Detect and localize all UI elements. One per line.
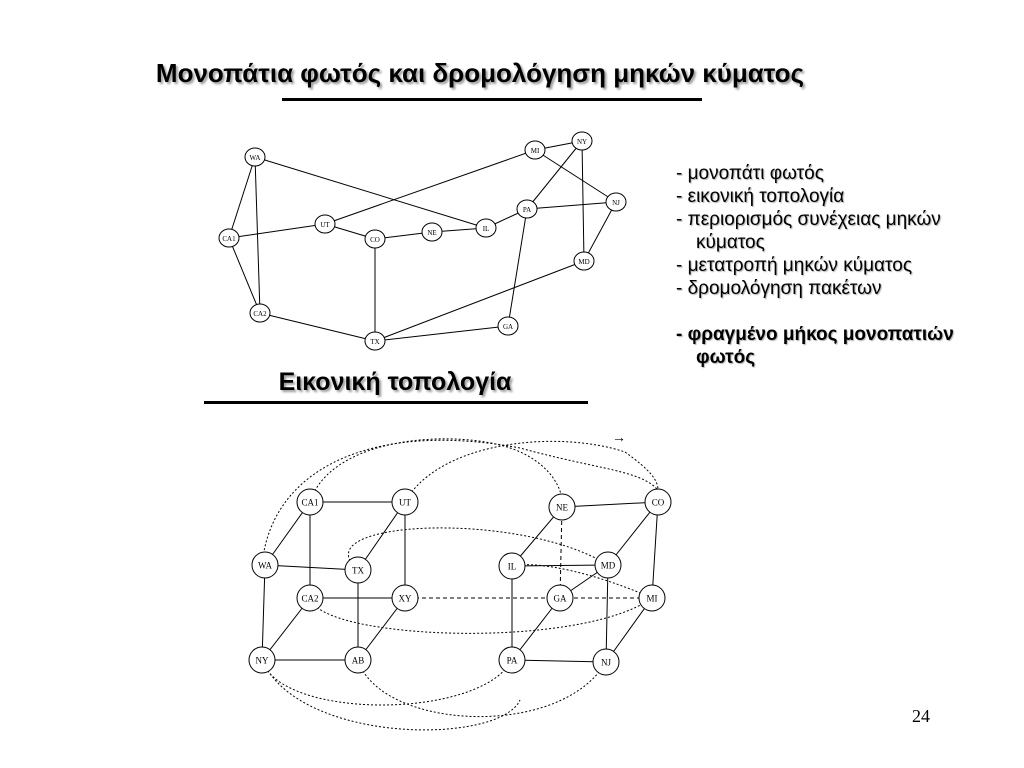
page-number: 24 bbox=[912, 706, 930, 726]
svg-text:CA2: CA2 bbox=[253, 310, 267, 318]
svg-text:TX: TX bbox=[352, 565, 364, 576]
vlink-pa-nj bbox=[512, 660, 606, 662]
vnode-il bbox=[499, 553, 525, 579]
svg-text:MI: MI bbox=[530, 147, 540, 155]
vlink-ne-co bbox=[562, 502, 658, 507]
vnode-ga bbox=[547, 585, 573, 611]
svg-text:NE: NE bbox=[427, 229, 437, 237]
vnode-ne bbox=[549, 494, 575, 520]
svg-text:UT: UT bbox=[399, 497, 411, 508]
bullet-item: - μονοπάτι φωτός bbox=[676, 163, 824, 184]
svg-text:CO: CO bbox=[370, 236, 380, 244]
vnode-tx bbox=[345, 557, 371, 583]
slide-title: Μονοπάτια φωτός και δρομολόγηση μηκών κύματος bbox=[155, 58, 805, 88]
svg-text:NJ: NJ bbox=[600, 657, 612, 668]
vlink-co-mi bbox=[652, 502, 658, 598]
bullet-item-bold: - φραγμένο μήκος μονοπατιών bbox=[676, 324, 954, 345]
vlink-il-md bbox=[512, 565, 608, 566]
vnode-ab bbox=[345, 647, 371, 673]
vnode-ut bbox=[392, 489, 418, 515]
dotted-connection bbox=[512, 565, 652, 598]
vnode-ca2 bbox=[297, 585, 323, 611]
svg-text:CA2: CA2 bbox=[301, 593, 319, 604]
svg-text:CA1: CA1 bbox=[301, 497, 319, 508]
virtual-topology-heading: Εικονική τοπολογία bbox=[278, 368, 512, 396]
dotted-connection bbox=[310, 598, 652, 633]
svg-text:WA: WA bbox=[249, 154, 261, 162]
svg-text:IL: IL bbox=[482, 225, 490, 233]
svg-text:WA: WA bbox=[258, 560, 272, 571]
svg-text:MI: MI bbox=[646, 593, 658, 604]
svg-text:IL: IL bbox=[507, 561, 517, 572]
svg-text:CO: CO bbox=[651, 497, 665, 508]
vlink-md-nj bbox=[606, 565, 608, 662]
svg-text:NY: NY bbox=[255, 655, 269, 666]
vnode-wa bbox=[252, 552, 278, 578]
svg-text:UT: UT bbox=[320, 221, 330, 229]
vnode-ny bbox=[249, 647, 275, 673]
vnode-ca1 bbox=[297, 489, 323, 515]
bullet-item: - εικονική τοπολογία bbox=[676, 186, 845, 207]
svg-text:NY: NY bbox=[576, 138, 588, 146]
vnode-nj bbox=[593, 649, 619, 675]
dotted-connection bbox=[358, 660, 606, 717]
bullet-item: - περιορισμός συνέχειας μηκών bbox=[676, 209, 941, 230]
vnode-pa bbox=[499, 647, 525, 673]
svg-text:GA: GA bbox=[553, 593, 567, 604]
bullet-item: - δρομολόγηση πακέτων bbox=[676, 278, 882, 299]
svg-text:CA1: CA1 bbox=[222, 235, 236, 243]
vnode-md bbox=[595, 552, 621, 578]
svg-text:AB: AB bbox=[351, 655, 365, 666]
svg-text:NJ: NJ bbox=[612, 199, 620, 207]
bullet-item: - μετατροπή μηκών κύματος bbox=[676, 255, 912, 276]
vnode-xy bbox=[392, 585, 418, 611]
svg-text:GA: GA bbox=[502, 323, 514, 331]
dotted-connection bbox=[348, 528, 608, 570]
vlink-wa-tx bbox=[265, 565, 358, 570]
vlink-wa-ny bbox=[262, 565, 265, 660]
dotted-connection bbox=[262, 660, 520, 730]
svg-text:MD: MD bbox=[600, 560, 616, 571]
svg-text:XY: XY bbox=[398, 593, 412, 604]
vnode-mi bbox=[639, 585, 665, 611]
arrow-label: → bbox=[612, 431, 626, 446]
svg-text:PA: PA bbox=[522, 206, 532, 214]
svg-text:TX: TX bbox=[370, 338, 380, 346]
bullet-item-bold-continuation: φωτός bbox=[696, 347, 756, 368]
dotted-connection bbox=[262, 660, 512, 705]
vlink-dashed-ne-ga bbox=[560, 507, 562, 598]
vnode-co bbox=[645, 489, 671, 515]
svg-text:PA: PA bbox=[506, 655, 518, 666]
svg-text:MD: MD bbox=[578, 258, 590, 266]
bullet-item-continuation: κύματος bbox=[696, 232, 765, 253]
svg-text:NE: NE bbox=[556, 502, 568, 513]
